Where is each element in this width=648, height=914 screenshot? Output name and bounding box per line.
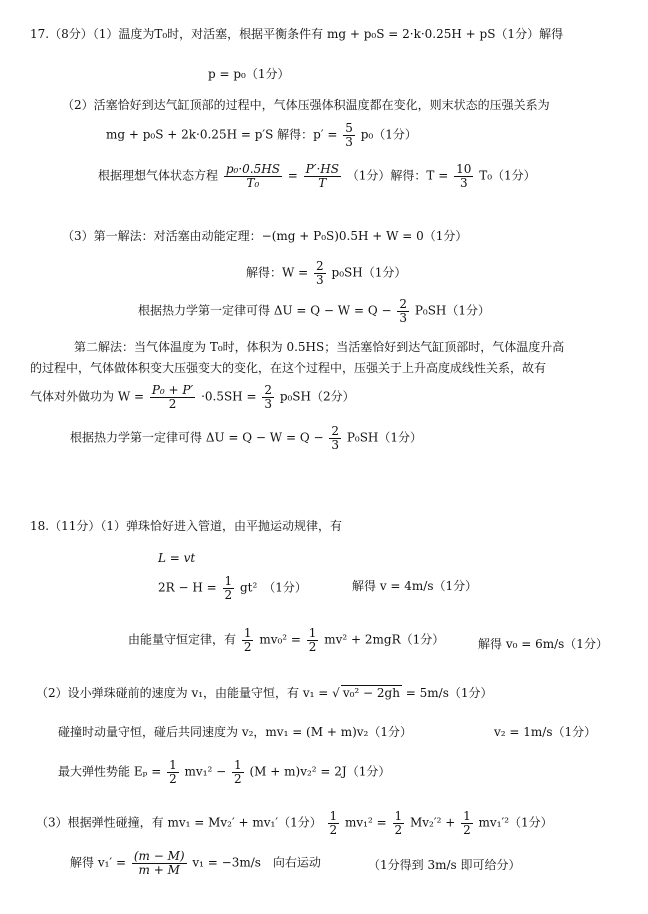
numerator: 2	[264, 383, 272, 397]
text: 根据热力学第一定律可得 ΔU = Q − W = Q −	[138, 303, 392, 318]
text: = 5m/s（1分）	[405, 686, 493, 700]
p18-line6: 碰撞时动量守恒，碰后共同速度为 v₂，mv₁ = (M + m)v₂（1分）	[58, 725, 412, 739]
denominator: T₀	[246, 175, 260, 190]
numerator: (m − M)	[133, 849, 185, 863]
numerator: 2	[331, 424, 339, 438]
text: p₀SH（1分）	[331, 265, 407, 280]
text: (M + m)v₂² = 2J（1分）	[249, 764, 391, 779]
numerator: 1	[234, 758, 242, 772]
text: mv₁² −	[184, 764, 227, 779]
text: ·0.5SH =	[201, 389, 257, 404]
p17-line3: （2）活塞恰好到达气缸顶部的过程中，气体压强体积温度都在变化，则末状态的压强关系为	[62, 98, 550, 112]
fraction	[329, 425, 341, 451]
denominator: 2	[308, 639, 317, 654]
text: v₁ = −3m/s 向右运动	[192, 855, 321, 870]
fraction	[461, 810, 473, 836]
text: （3）根据弹性碰撞，有 mv₁ = Mv₂′ + mv₁′（1分）	[36, 815, 322, 830]
denominator: 3	[264, 396, 272, 411]
text: 解得：W =	[246, 265, 309, 280]
numerator: p₀·0.5HS	[225, 162, 280, 176]
denominator: 2	[463, 822, 471, 837]
p17-line7	[246, 260, 406, 286]
text: mg + p₀S + 2k·0.25H = p′S 解得：p′ =	[106, 127, 338, 142]
fraction	[224, 163, 282, 189]
p18-line4-result: 解得 v₀ = 6m/s（1分）	[478, 637, 608, 651]
numerator: 1	[169, 758, 177, 772]
text: 根据热力学第一定律可得 ΔU = Q − W = Q −	[70, 430, 324, 445]
denominator: 2	[169, 771, 177, 786]
denominator: 3	[399, 310, 407, 325]
text: 2R − H =	[158, 580, 217, 595]
fraction	[393, 810, 405, 836]
p17-line2: p = p₀（1分）	[208, 67, 290, 81]
denominator: 2	[329, 822, 338, 837]
numerator: 5	[345, 121, 353, 135]
text: 根据理想气体状态方程	[98, 168, 219, 183]
numerator: 1	[308, 626, 317, 640]
denominator: m + M	[138, 862, 180, 877]
sqrt-radicand: v₀² − 2gh	[342, 686, 400, 700]
text: P₀SH（1分）	[414, 303, 491, 318]
p17-line1: 17.（8分）（1）温度为T₀时，对活塞，根据平衡条件有 mg + p₀S = 2·k·0.25H + pS（1分）解得	[30, 27, 564, 41]
text: 最大弹性势能 Eₚ =	[58, 764, 162, 779]
p18-line7	[58, 759, 390, 785]
denominator: 3	[331, 437, 339, 452]
fraction	[167, 759, 179, 785]
denominator: 2	[234, 771, 242, 786]
numerator: 2	[316, 259, 324, 273]
p17-line12	[70, 425, 422, 451]
text: （2）设小弹珠碰前的速度为 v₁，由能量守恒，有 v₁ =	[36, 686, 329, 700]
numerator: P′·HS	[305, 162, 339, 176]
fraction	[397, 298, 409, 324]
numerator: 1	[329, 809, 338, 823]
p18-line3	[158, 575, 307, 601]
fraction	[132, 850, 187, 876]
p17-line6: （3）第一解法：对活塞由动能定理：−(mg + P₀S)0.5H + W = 0（1分）	[62, 229, 468, 243]
p17-line8	[138, 298, 490, 324]
text: p₀（1分）	[360, 127, 417, 142]
numerator: 10	[456, 162, 472, 176]
text: mv₁² =	[345, 815, 387, 830]
fraction	[150, 384, 195, 410]
denominator: 2	[394, 822, 403, 837]
p18-line1: 18.（11分）（1）弹珠恰好进入管道，由平抛运动规律，有	[30, 519, 342, 533]
denominator: 2	[243, 639, 252, 654]
p18-line4	[128, 627, 444, 653]
p18-line5	[36, 685, 493, 701]
p17-line9: 第二解法：当气体温度为 T₀时，体积为 0.5HS；当活塞恰好到达气缸顶部时，气体温度升高	[74, 340, 565, 354]
text: 解得 v₁′ =	[70, 855, 126, 870]
text: Mv₂′² +	[409, 815, 456, 830]
text: P₀SH（1分）	[346, 430, 423, 445]
p18-line9	[70, 850, 321, 876]
fraction	[314, 260, 326, 286]
text: mv² + 2mgR（1分）	[324, 632, 445, 647]
numerator: P₀ + P′	[151, 383, 194, 397]
text: （1分）解得：T =	[346, 168, 449, 183]
fraction	[328, 810, 340, 836]
p18-line3-result: 解得 v = 4m/s（1分）	[352, 579, 478, 593]
fraction	[304, 163, 341, 189]
text: gt² （1分）	[239, 580, 307, 595]
fraction	[454, 163, 473, 189]
numerator: 1	[224, 574, 233, 588]
equals: =	[287, 168, 298, 183]
denominator: 3	[459, 175, 468, 190]
p18-line8	[36, 810, 553, 836]
sqrt-sign: √	[332, 686, 340, 700]
p17-line4	[106, 122, 417, 148]
text: mv₀² =	[259, 632, 301, 647]
fraction	[242, 627, 254, 653]
fraction	[262, 384, 274, 410]
text: p₀SH（2分）	[279, 389, 355, 404]
denominator: 3	[345, 134, 353, 149]
p17-line5	[98, 163, 536, 189]
fraction	[232, 759, 244, 785]
text: 由能量守恒定律，有	[128, 632, 237, 647]
p17-line10: 的过程中，气体做体积变大压强变大的变化，在这个过程中，压强关于上升高度成线性关系，故有	[30, 361, 547, 375]
denominator: 2	[224, 587, 233, 602]
numerator: 1	[394, 809, 403, 823]
fraction	[307, 627, 319, 653]
fraction	[343, 122, 355, 148]
p18-line6-result: v₂ = 1m/s（1分）	[494, 725, 597, 739]
p17-line11	[30, 384, 355, 410]
denominator: T	[318, 175, 327, 190]
numerator: 2	[399, 297, 407, 311]
p18-line9-note: （1分得到 3m/s 即可给分）	[368, 858, 521, 872]
text: mv₁′²（1分）	[478, 815, 553, 830]
denominator: 3	[316, 272, 324, 287]
fraction	[223, 575, 235, 601]
numerator: 1	[243, 626, 252, 640]
text: T₀（1分）	[479, 168, 536, 183]
numerator: 1	[463, 809, 471, 823]
denominator: 2	[168, 396, 177, 411]
p18-line2: L = vt	[158, 551, 196, 565]
text: 气体对外做功为 W =	[30, 389, 145, 404]
